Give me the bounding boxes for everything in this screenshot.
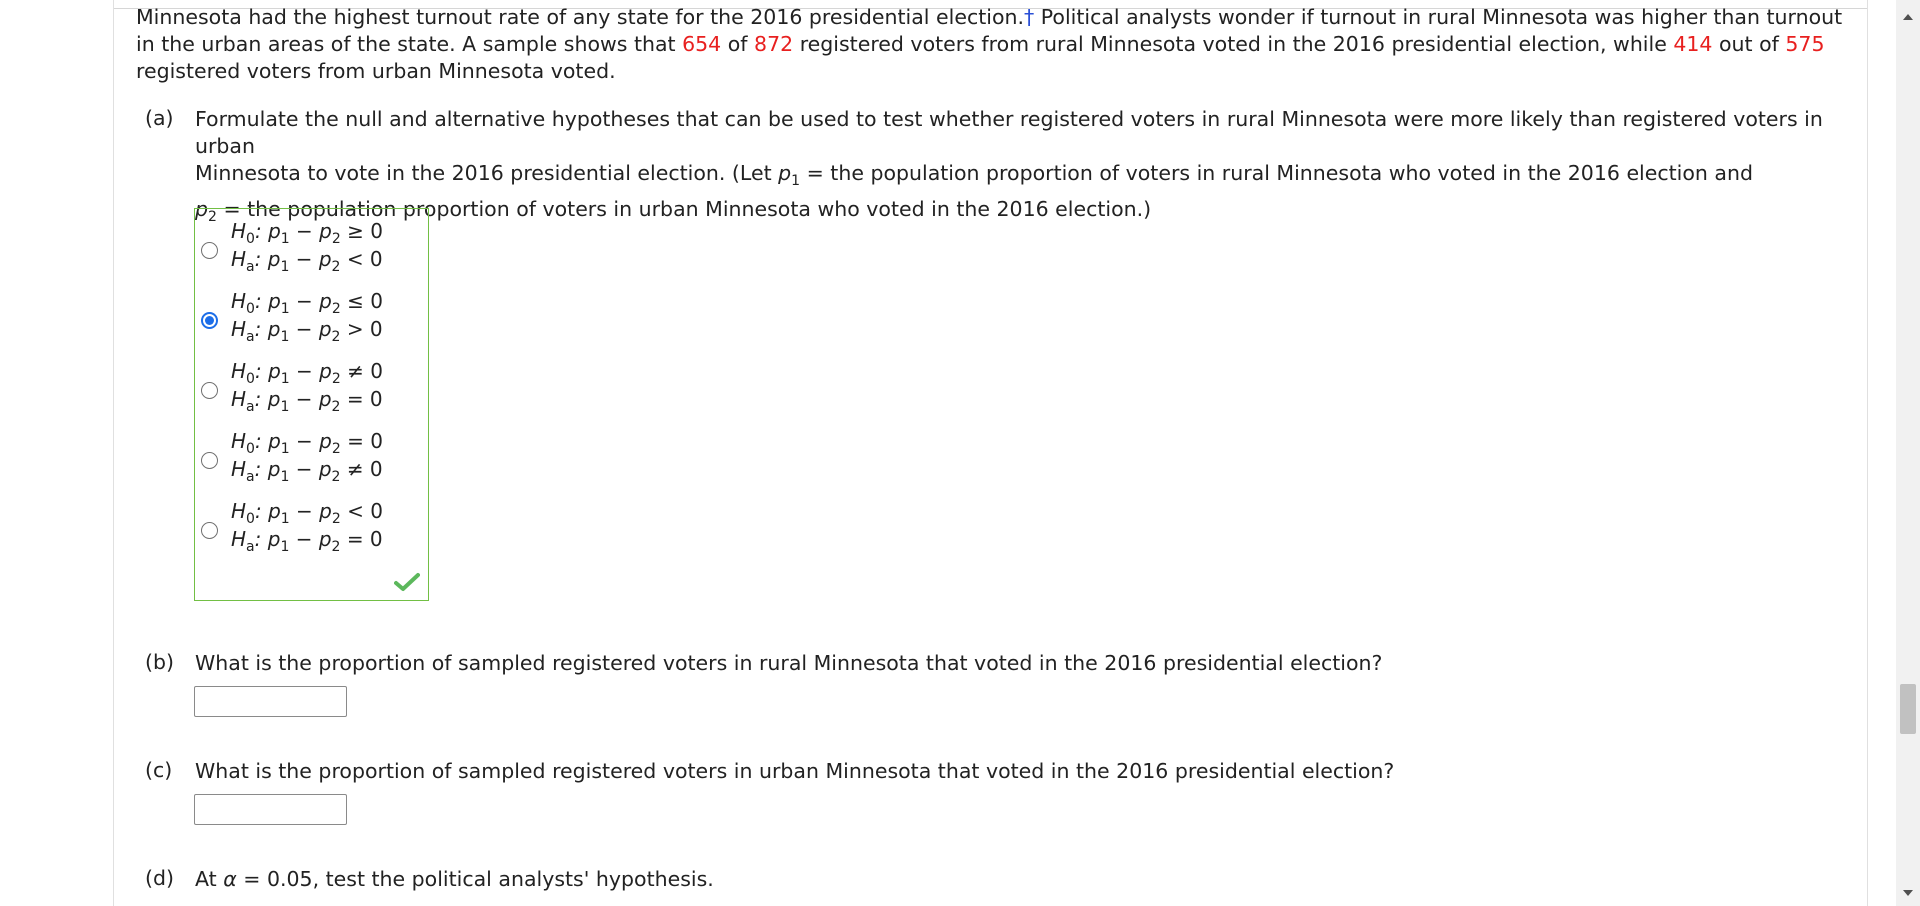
part-a-line: Formulate the null and alternative hypotheses that can be used to test whether registered voters in rural Minnesota were more likely than registered voters in urban	[195, 107, 1823, 158]
subscript: 1	[280, 469, 290, 485]
hyp-text: : p	[254, 359, 281, 383]
problem-intro	[136, 4, 1856, 85]
subscript: 1	[280, 301, 290, 317]
hyp-text: : p	[254, 219, 281, 243]
subscript: 1	[280, 539, 290, 555]
h-symbol: H	[231, 219, 247, 243]
choice-1[interactable]	[195, 215, 428, 277]
subscript: a	[246, 329, 255, 345]
subscript: 1	[280, 329, 290, 345]
intro-text: Minnesota had the highest turnout rate of any state for the 2016 presidential election.	[136, 5, 1024, 29]
subscript: 2	[331, 469, 341, 485]
part-a-text: Minnesota to vote in the 2016 presidential election. (Let	[195, 161, 779, 185]
scroll-up-arrow-icon[interactable]	[1903, 14, 1913, 20]
subscript: 0	[246, 441, 255, 457]
h-symbol: H	[231, 247, 247, 271]
part-a-text: = the population proportion of voters in rural Minnesota who voted in the 2016 election and	[800, 161, 1753, 185]
intro-text: out of	[1712, 32, 1786, 56]
part-c-prompt: What is the proportion of sampled registered voters in urban Minnesota that voted in the 2016 presidential election?	[195, 759, 1395, 783]
subscript: 2	[331, 259, 341, 275]
hyp-text: : p	[254, 317, 281, 341]
h-symbol: H	[231, 387, 247, 411]
subscript: 0	[246, 511, 255, 527]
choice-4[interactable]	[195, 425, 428, 487]
null-hypothesis	[231, 287, 383, 318]
choice-3[interactable]	[195, 355, 428, 417]
subscript: 1	[280, 441, 290, 457]
subscript: 0	[246, 371, 255, 387]
subscript: a	[246, 539, 255, 555]
alt-hypothesis	[231, 385, 383, 416]
hyp-text: : p	[254, 387, 281, 411]
hyp-text: − p	[289, 289, 332, 313]
question-page	[113, 0, 1868, 906]
h-symbol: H	[231, 527, 247, 551]
subscript: 2	[331, 301, 341, 317]
hyp-relation: ≥ 0	[347, 219, 383, 243]
intro-text: Political analysts wonder if turnout in rural Minnesota was higher than turnout in the urban areas of the state. A sample shows that	[136, 5, 1843, 56]
alt-hypothesis	[231, 455, 383, 486]
hyp-text: − p	[289, 499, 332, 523]
hyp-relation: < 0	[346, 247, 383, 271]
rural-voted-count: 654	[682, 32, 722, 56]
hyp-text: : p	[254, 527, 281, 551]
hyp-text: − p	[289, 457, 332, 481]
subscript: 2	[208, 209, 217, 225]
part-a-label: (a)	[145, 106, 174, 130]
h-symbol: H	[231, 499, 247, 523]
hyp-text: − p	[289, 219, 332, 243]
footnote-dagger-link[interactable]: †	[1024, 5, 1035, 29]
alt-hypothesis	[231, 525, 383, 556]
hyp-relation: = 0	[346, 527, 383, 551]
subscript: 2	[331, 399, 341, 415]
part-a-line	[195, 196, 1867, 226]
subscript: 1	[280, 371, 290, 387]
subscript: 0	[246, 301, 255, 317]
hyp-text: : p	[254, 499, 281, 523]
hyp-text: − p	[289, 247, 332, 271]
p-symbol: p	[778, 161, 792, 185]
hyp-text: − p	[289, 429, 332, 453]
hyp-text: : p	[254, 457, 281, 481]
part-d-text: At	[195, 867, 224, 891]
subscript: 2	[331, 329, 341, 345]
hyp-relation: ≠ 0	[347, 359, 383, 383]
correct-checkmark-icon	[394, 572, 420, 592]
subscript: 2	[331, 231, 341, 247]
subscript: a	[246, 469, 255, 485]
radio-button-selected[interactable]	[201, 312, 218, 329]
hyp-text: − p	[289, 359, 332, 383]
hyp-text: − p	[289, 317, 332, 341]
part-a-line	[195, 160, 1867, 190]
subscript: 1	[280, 259, 290, 275]
part-d-text: = 0.05, test the political analysts' hypothesis.	[236, 867, 714, 891]
subscript: 2	[331, 539, 341, 555]
null-hypothesis	[231, 357, 383, 388]
hypotheses-choice-group	[194, 208, 429, 601]
alt-hypothesis	[231, 245, 383, 276]
null-hypothesis	[231, 497, 383, 528]
radio-button[interactable]	[201, 242, 218, 259]
hyp-text: − p	[289, 527, 332, 551]
hyp-relation: > 0	[346, 317, 383, 341]
subscript: 2	[331, 371, 341, 387]
choice-2[interactable]	[195, 285, 428, 347]
p-symbol: p	[195, 197, 209, 221]
h-symbol: H	[231, 317, 247, 341]
null-hypothesis	[231, 217, 383, 248]
radio-button[interactable]	[201, 452, 218, 469]
alpha-symbol: α	[223, 867, 237, 891]
vertical-scrollbar[interactable]	[1896, 0, 1920, 906]
subscript: 1	[791, 173, 801, 189]
urban-voted-count: 414	[1673, 32, 1713, 56]
hyp-relation: < 0	[347, 499, 383, 523]
scroll-thumb[interactable]	[1900, 684, 1916, 734]
rural-sample-size: 872	[754, 32, 794, 56]
subscript: a	[246, 399, 255, 415]
subscript: 2	[331, 441, 341, 457]
hyp-relation: ≠ 0	[346, 457, 383, 481]
hyp-text: : p	[254, 289, 281, 313]
hyp-relation: ≤ 0	[347, 289, 383, 313]
part-d-prompt	[195, 866, 714, 893]
hyp-relation: = 0	[347, 429, 383, 453]
part-a-text: = the population proportion of voters in urban Minnesota who voted in the 2016 election.)	[216, 197, 1152, 221]
hyp-relation: = 0	[346, 387, 383, 411]
part-b-prompt: What is the proportion of sampled registered voters in rural Minnesota that voted in the 2016 presidential election?	[195, 651, 1383, 675]
h-symbol: H	[231, 289, 247, 313]
subscript: 1	[280, 511, 290, 527]
part-c-label: (c)	[145, 758, 173, 782]
alt-hypothesis	[231, 315, 383, 346]
radio-button[interactable]	[201, 522, 218, 539]
choice-5[interactable]	[195, 495, 428, 557]
null-hypothesis	[231, 427, 383, 458]
scroll-down-arrow-icon[interactable]	[1903, 890, 1913, 896]
intro-text: registered voters from rural Minnesota voted in the 2016 presidential election, while	[793, 32, 1674, 56]
subscript: 0	[246, 231, 255, 247]
subscript: 1	[280, 231, 290, 247]
h-symbol: H	[231, 429, 247, 453]
radio-button[interactable]	[201, 382, 218, 399]
part-a-prompt	[195, 106, 1867, 226]
subscript: 1	[280, 399, 290, 415]
subscript: 2	[331, 511, 341, 527]
part-b-label: (b)	[145, 650, 175, 674]
hyp-text: − p	[289, 387, 332, 411]
intro-text: of	[721, 32, 755, 56]
part-b-answer-input[interactable]	[194, 686, 347, 717]
h-symbol: H	[231, 457, 247, 481]
hyp-text: : p	[254, 247, 281, 271]
part-c-answer-input[interactable]	[194, 794, 347, 825]
hyp-text: : p	[254, 429, 281, 453]
subscript: a	[246, 259, 255, 275]
intro-text: registered voters from urban Minnesota voted.	[136, 59, 616, 83]
part-d-label: (d)	[145, 866, 175, 890]
h-symbol: H	[231, 359, 247, 383]
urban-sample-size: 575	[1785, 32, 1825, 56]
